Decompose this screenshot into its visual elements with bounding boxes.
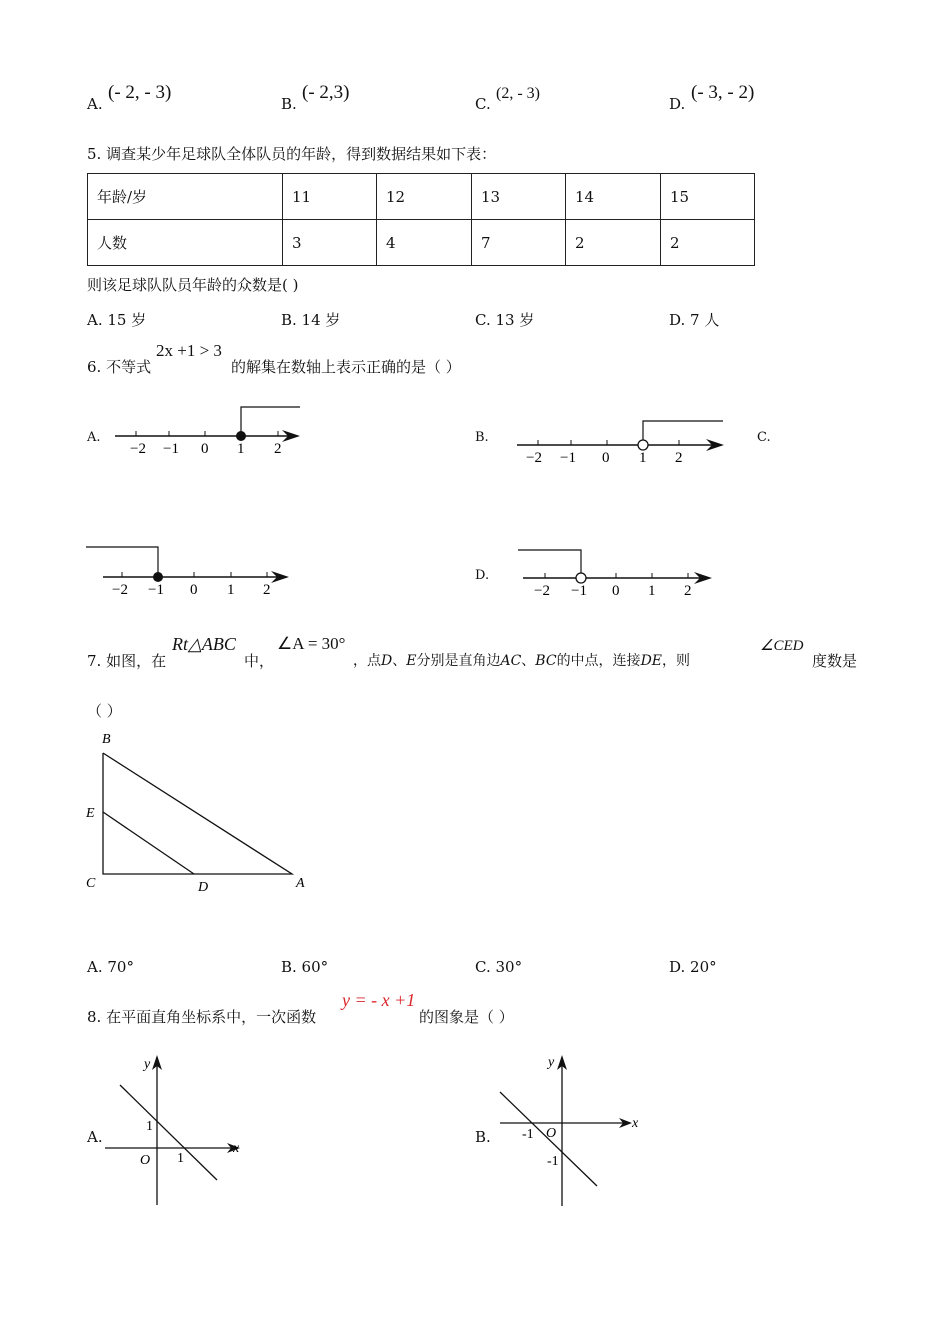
number-line-a <box>110 400 310 462</box>
segment-de-label: DE <box>640 653 663 669</box>
side-bc-label: BC <box>535 653 557 669</box>
triangle-figure <box>80 725 320 900</box>
q4-option-b-expr: (- 2,3) <box>302 82 350 103</box>
vertex-b-label: B <box>102 732 111 747</box>
q7-stem-prefix: 7. 如图，在 <box>87 652 167 670</box>
q6-inequality: 2x +1 > 3 <box>156 341 222 360</box>
tick-label: 2 <box>684 583 692 599</box>
q8-option-b-label: B. <box>475 1128 491 1146</box>
table-cell: 7 <box>472 220 566 266</box>
q7-text: ，点 <box>353 653 381 669</box>
point-d-label: D <box>381 653 393 669</box>
table-cell: 13 <box>472 174 566 220</box>
q7-option-d: D. 20° <box>669 958 717 976</box>
q7-text: 中， <box>244 652 275 670</box>
q7-text: 分别是直角边 <box>416 653 501 669</box>
table-cell: 3 <box>283 220 377 266</box>
q7-angle: ∠A = 30° <box>277 634 346 653</box>
table-cell: 2 <box>661 220 755 266</box>
table-cell: 11 <box>283 174 377 220</box>
q6-option-b-label: B. <box>475 430 489 445</box>
q6-stem-prefix: 6. 不等式 <box>87 358 152 376</box>
origin-label: O <box>140 1153 151 1168</box>
tick-label: −1 <box>571 583 587 599</box>
table-cell: 2 <box>566 220 661 266</box>
q6-option-c-label: C. <box>757 430 771 445</box>
q5-option-d: D. 7 人 <box>669 311 720 329</box>
tick-label: 0 <box>190 582 198 598</box>
table-row <box>88 174 755 220</box>
tick-label: −2 <box>534 583 550 599</box>
graph-a <box>100 1050 250 1210</box>
q6-stem-suffix: 的解集在数轴上表示正确的是（ ） <box>231 358 461 376</box>
tick-label: −1 <box>148 582 164 598</box>
age-table <box>87 173 755 266</box>
tick-label: 2 <box>274 441 282 457</box>
x-intercept-label: -1 <box>522 1127 534 1142</box>
q4-option-b-label: B. <box>281 95 297 113</box>
table-cell: 14 <box>566 174 661 220</box>
y-intercept-label: 1 <box>146 1119 153 1134</box>
number-line-c <box>85 540 295 602</box>
table-cell: 年龄/岁 <box>88 174 283 220</box>
q7-text: ，则 <box>662 653 691 669</box>
q7-text: 、 <box>392 653 407 669</box>
q7-option-c: C. 30° <box>475 958 523 976</box>
side-ac-label: AC <box>500 653 522 669</box>
tick-label: 1 <box>237 441 245 457</box>
tick-label: −2 <box>526 450 542 466</box>
tick-label: −2 <box>112 582 128 598</box>
q8-stem-prefix: 8. 在平面直角坐标系中，一次函数 <box>87 1008 317 1026</box>
graph-b <box>490 1048 650 1213</box>
axis-x-label: x <box>233 1141 240 1156</box>
x-intercept-label: 1 <box>177 1151 184 1166</box>
q4-option-a-expr: (- 2, - 3) <box>108 82 172 103</box>
tick-label: 0 <box>201 441 209 457</box>
table-row <box>88 220 755 266</box>
q5-option-a: A. 15 岁 <box>87 311 147 329</box>
q4-option-d-label: D. <box>669 95 686 113</box>
axis-y-label: y <box>144 1057 151 1072</box>
tick-label: 2 <box>263 582 271 598</box>
table-cell: 12 <box>377 174 472 220</box>
q5-option-b: B. 14 岁 <box>281 311 341 329</box>
table-cell: 4 <box>377 220 472 266</box>
q8-function: y = - x +1 <box>342 990 416 1010</box>
table-cell: 15 <box>661 174 755 220</box>
number-line-d <box>515 543 720 605</box>
tick-label: 1 <box>639 450 647 466</box>
tick-label: 0 <box>602 450 610 466</box>
q8-option-a-label: A. <box>87 1128 103 1146</box>
number-line-b <box>512 412 728 472</box>
q7-option-b: B. 60° <box>281 958 329 976</box>
axis-y-label: y <box>548 1055 555 1070</box>
q5-option-c: C. 13 岁 <box>475 311 535 329</box>
table-cell: 人数 <box>88 220 283 266</box>
tick-label: 2 <box>675 450 683 466</box>
q7-triangle: Rt△ABC <box>172 634 236 654</box>
q8-stem-suffix: 的图象是（ ） <box>419 1008 514 1026</box>
tick-label: 1 <box>648 583 656 599</box>
q6-option-a-label: A. <box>87 430 101 445</box>
q4-option-c-expr: (2, - 3) <box>496 85 540 102</box>
q7-text: 、 <box>521 653 536 669</box>
tick-label: −1 <box>163 441 179 457</box>
q7-option-a: A. 70° <box>87 958 134 976</box>
tick-label: 1 <box>227 582 235 598</box>
q7-text: 的中点，连接 <box>556 653 641 669</box>
q7-angle-ced: ∠CED <box>760 638 804 654</box>
q4-option-c-label: C. <box>475 95 491 113</box>
axis-x-label: x <box>632 1116 639 1131</box>
q6-option-d-label: D. <box>475 568 490 583</box>
point-e-figure-label: E <box>86 806 95 821</box>
origin-label: O <box>546 1126 557 1141</box>
q4-option-d-expr: (- 3, - 2) <box>691 82 755 103</box>
q7-paren: （ ） <box>87 702 122 720</box>
tick-label: −2 <box>130 441 146 457</box>
point-d-figure-label: D <box>198 880 209 895</box>
q7-stem-end: 度数是 <box>812 652 858 670</box>
vertex-c-label: C <box>86 876 96 891</box>
y-intercept-label: -1 <box>547 1154 559 1169</box>
point-e-label: E <box>406 653 417 669</box>
tick-label: −1 <box>560 450 576 466</box>
q4-option-a-label: A. <box>87 95 103 113</box>
vertex-a-label: A <box>296 876 305 891</box>
q5-stem: 5. 调查某少年足球队全体队员的年龄，得到数据结果如下表： <box>87 145 497 163</box>
q5-question: 则该足球队队员年龄的众数是( ) <box>87 276 299 294</box>
tick-label: 0 <box>612 583 620 599</box>
